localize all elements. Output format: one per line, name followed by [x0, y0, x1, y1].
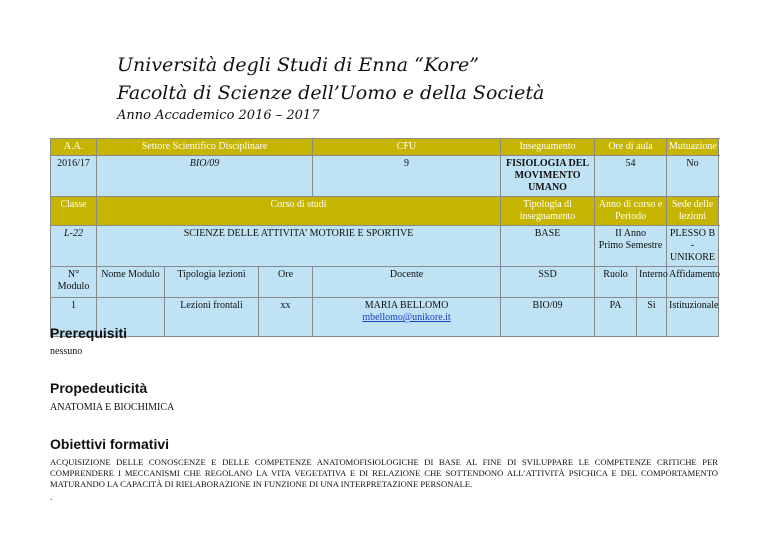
value-ssd: BIO/09 [97, 156, 313, 197]
value-insegnamento: FISIOLOGIA DEL MOVIMENTO UMANO [501, 156, 595, 197]
proped-heading: Propedeuticità [50, 380, 148, 396]
value-row-3 [51, 298, 719, 337]
university-title: Università degli Studi di Enna “Kore” [117, 54, 480, 76]
value-mutuazione: No [667, 156, 719, 197]
value-ore: xx [259, 298, 313, 337]
header-tipologia-lezioni: Tipologia lezioni [165, 267, 259, 298]
header-row-3 [51, 267, 719, 298]
value-row-2 [51, 226, 719, 267]
header-classe: Classe [51, 197, 97, 226]
header-modulo: Modulo [57, 281, 90, 292]
header-docente: Docente [313, 267, 501, 298]
header-ore-aula: Ore di aula [595, 139, 667, 156]
prereq-heading: Prerequisiti [50, 325, 128, 341]
value-tipologia-lezioni: Lezioni frontali [165, 298, 259, 337]
header-mutuazione: Mutuazione [667, 139, 719, 156]
value-periodo: Primo Semestre [598, 240, 663, 251]
header-ssd-3: SSD [501, 267, 595, 298]
header-sede: Sede delle lezioni [667, 197, 719, 226]
value-sede: PLESSO B - UNIKORE [667, 226, 719, 267]
value-ore-aula: 54 [595, 156, 667, 197]
value-ssd-3: BIO/09 [501, 298, 595, 337]
course-info-table [50, 138, 719, 337]
header-ruolo: Ruolo [595, 267, 637, 298]
header-aa: A.A. [51, 139, 97, 156]
value-row-1 [51, 156, 719, 197]
prereq-text: nessuno [50, 346, 83, 357]
header-corso: Corso di studi [97, 197, 501, 226]
header-anno-periodo: Anno di corso e Periodo [595, 197, 667, 226]
value-classe: L-22 [51, 226, 97, 267]
objectives-heading: Obiettivi formativi [50, 436, 170, 452]
value-interno: Si [637, 298, 667, 337]
academic-year: Anno Accademico 2016 – 2017 [117, 108, 320, 123]
objectives-dot: . [50, 492, 53, 502]
docente-name: MARIA BELLOMO [364, 300, 449, 311]
value-ruolo: PA [595, 298, 637, 337]
header-insegnamento: Insegnamento [501, 139, 595, 156]
value-docente [313, 298, 501, 337]
proped-text: ANATOMIA E BIOCHIMICA [50, 402, 175, 413]
header-nome-modulo: Nome Modulo [97, 267, 165, 298]
header-cfu: CFU [313, 139, 501, 156]
value-anno-periodo [595, 226, 667, 267]
docente-email-link[interactable]: mbellomo@unikore.it [362, 312, 451, 323]
header-ore: Ore [259, 267, 313, 298]
value-n: 1 [51, 298, 97, 337]
objectives-text: ACQUISIZIONE DELLE CONOSCENZE E DELLE COMPETENZE ANATOMOFISIOLOGICHE DI BASE AL FINE DI SVILUPPARE LE COMPETENZE CRITICHE PER COMPRENDERE I MECCANISMI CHE REGOLANO LA VITA VEGETATIVA E DI RELAZIONE CHE SOTTENDONO ALL’ATTIVITÀ PSICHICA E DEL COMPORTAMENTO MATURANDO LA CAPACITÀ DI RIELABORAZIONE IN FUNZIONE DI UNA INTERPRETAZIONE PERSONALE. [50, 457, 718, 489]
value-anno: II Anno [615, 228, 646, 239]
value-cfu: 9 [313, 156, 501, 197]
faculty-title: Facoltà di Scienze dell’Uomo e della Società [117, 82, 545, 104]
header-n: N° [67, 269, 80, 280]
header-ssd: Settore Scientifico Disciplinare [97, 139, 313, 156]
header-row-2 [51, 197, 719, 226]
header-n-modulo [51, 267, 97, 298]
value-affidamento: Istituzionale [667, 298, 719, 337]
header-row-1 [51, 139, 719, 156]
header-tipologia: Tipologia di insegnamento [501, 197, 595, 226]
value-tipologia: BASE [501, 226, 595, 267]
value-aa: 2016/17 [51, 156, 97, 197]
value-corso: SCIENZE DELLE ATTIVITA’ MOTORIE E SPORTIVE [97, 226, 501, 267]
header-interno: Interno [637, 267, 667, 298]
header-affidamento: Affidamento [667, 267, 719, 298]
